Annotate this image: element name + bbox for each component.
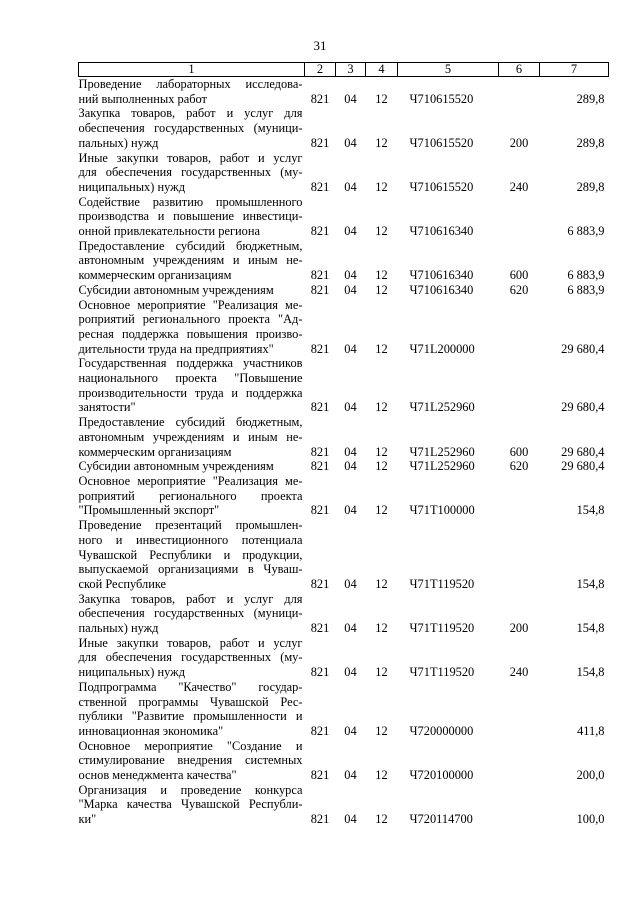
description-line: основ менеджмента качества" (78, 768, 237, 783)
description-line: Закупка товаров, работ и услуг для (78, 106, 303, 121)
subsection-code: 12 (375, 459, 388, 474)
budget-table (78, 62, 609, 827)
description-line: Подпрограмма "Качество" государ- (78, 679, 303, 694)
row-description (79, 636, 305, 680)
description-line: выпускаемой организациями в Чуваш- (78, 562, 303, 577)
description-line: ниципальных) нужд (78, 665, 186, 680)
section-code: 04 (344, 723, 357, 738)
description-line: ний выполненных работ (78, 91, 207, 106)
target-article-code: Ч71Т100000 (409, 503, 475, 518)
amount-value: 200,0 (576, 768, 605, 783)
target-article-code: Ч710616340 (409, 282, 474, 297)
row-description (79, 518, 305, 592)
row-description (79, 680, 305, 739)
expense-type-code: 200 (509, 621, 529, 636)
table-row (79, 77, 609, 107)
header-row (79, 63, 609, 77)
row-description (79, 77, 305, 107)
row-description (79, 415, 305, 459)
header-col-7: 7 (540, 63, 609, 77)
amount-value: 100,0 (576, 812, 605, 827)
subsection-code: 12 (375, 224, 388, 239)
description-line: автономным учреждениям и иным не- (78, 253, 303, 268)
row-description (79, 298, 305, 357)
description-line: пальных) нужд (78, 621, 159, 636)
expense-type-code (499, 77, 540, 107)
target-article-code: Ч710615520 (409, 91, 474, 106)
row-description (79, 195, 305, 239)
table-row (79, 151, 609, 195)
target-article-code: Ч71L200000 (409, 341, 475, 356)
description-line: Закупка товаров, работ и услуг для (78, 591, 303, 606)
section-code: 04 (344, 503, 357, 518)
row-description (79, 474, 305, 518)
section-code: 04 (344, 400, 357, 415)
row-description (79, 106, 305, 150)
subsection-code: 12 (375, 621, 388, 636)
ministry-code: 821 (310, 576, 330, 591)
target-article-code: Ч71Т119520 (409, 665, 475, 680)
ministry-code: 821 (310, 341, 330, 356)
header-col-2: 2 (305, 63, 336, 77)
header-col-3: 3 (336, 63, 366, 77)
amount-value: 154,8 (576, 665, 605, 680)
subsection-code: 12 (375, 135, 388, 150)
description-line: обеспечения государственных (муници- (78, 606, 303, 621)
ministry-code: 821 (310, 665, 330, 680)
row-description (79, 151, 305, 195)
description-line: производительности труда и поддержка (78, 385, 303, 400)
description-line: Содействие развитию промышленного (78, 194, 303, 209)
expense-type-code (499, 739, 540, 783)
amount-value: 289,8 (576, 91, 605, 106)
subsection-code: 12 (375, 400, 388, 415)
amount-value: 154,8 (576, 621, 605, 636)
section-code: 04 (344, 621, 357, 636)
target-article-code: Ч71Т119520 (409, 621, 475, 636)
ministry-code: 821 (310, 282, 330, 297)
subsection-code: 12 (375, 341, 388, 356)
description-line: Проведение лабораторных исследова- (78, 77, 303, 91)
target-article-code: Ч71L252960 (409, 400, 475, 415)
description-line: Чувашской Республики и продукции, (78, 547, 303, 562)
header-col-4: 4 (366, 63, 398, 77)
table-row (79, 356, 609, 415)
section-code: 04 (344, 179, 357, 194)
description-line: "Марка качества Чувашской Республи- (78, 797, 303, 812)
description-line: ской Республике (78, 576, 167, 591)
table-row (79, 283, 609, 298)
description-line: Субсидии автономным учреждениям (78, 282, 274, 297)
section-code: 04 (344, 135, 357, 150)
description-line: Иные закупки товаров, работ и услуг (78, 150, 303, 165)
target-article-code: Ч710616340 (409, 224, 474, 239)
expense-type-code (499, 783, 540, 827)
ministry-code: 821 (310, 459, 330, 474)
expense-type-code: 240 (509, 665, 529, 680)
target-article-code: Ч720000000 (409, 723, 474, 738)
expense-type-code (499, 474, 540, 518)
amount-value: 29 680,4 (561, 459, 605, 474)
table-row (79, 106, 609, 150)
description-line: дительности труда на предприятиях" (78, 341, 274, 356)
table-row (79, 739, 609, 783)
header-col-6: 6 (499, 63, 540, 77)
amount-value: 154,8 (576, 576, 605, 591)
table-row (79, 636, 609, 680)
description-line: инновационная экономика" (78, 723, 224, 738)
target-article-code: Ч720100000 (409, 768, 474, 783)
target-article-code: Ч71L252960 (409, 444, 475, 459)
subsection-code: 12 (375, 576, 388, 591)
section-code: 04 (344, 224, 357, 239)
subsection-code: 12 (375, 444, 388, 459)
subsection-code: 12 (375, 91, 388, 106)
ministry-code: 821 (310, 768, 330, 783)
amount-value: 289,8 (576, 135, 605, 150)
header-col-5: 5 (398, 63, 499, 77)
expense-type-code (499, 356, 540, 415)
row-description (79, 239, 305, 283)
subsection-code: 12 (375, 812, 388, 827)
target-article-code: Ч71Т119520 (409, 576, 475, 591)
description-line: для обеспечения государственных (му- (78, 165, 303, 180)
description-line: роприятий регионального проекта (78, 488, 303, 503)
target-article-code: Ч720114700 (409, 812, 473, 827)
description-line: стимулирование внедрения системных (78, 753, 303, 768)
description-line: роприятий регионального проекта "Ад- (78, 312, 303, 327)
ministry-code: 821 (310, 400, 330, 415)
target-article-code: Ч710615520 (409, 135, 474, 150)
description-line: коммерческим организациям (78, 444, 232, 459)
table-row (79, 474, 609, 518)
expense-type-code (499, 195, 540, 239)
section-code: 04 (344, 812, 357, 827)
ministry-code: 821 (310, 268, 330, 283)
ministry-code: 821 (310, 621, 330, 636)
description-line: для обеспечения государственных (му- (78, 650, 303, 665)
row-description (79, 283, 305, 298)
ministry-code: 821 (310, 503, 330, 518)
description-line: ного и инвестиционного потенциала (78, 532, 303, 547)
section-code: 04 (344, 459, 357, 474)
section-code: 04 (344, 282, 357, 297)
amount-value: 6 883,9 (567, 282, 605, 297)
expense-type-code: 620 (509, 459, 529, 474)
amount-value: 6 883,9 (567, 268, 605, 283)
table-row (79, 680, 609, 739)
row-description (79, 739, 305, 783)
row-description (79, 356, 305, 415)
table-row (79, 783, 609, 827)
expense-type-code (499, 298, 540, 357)
amount-value: 29 680,4 (561, 444, 605, 459)
table-row (79, 518, 609, 592)
description-line: публики "Развитие промышленности и (78, 709, 303, 724)
subsection-code: 12 (375, 768, 388, 783)
amount-value: 29 680,4 (561, 341, 605, 356)
row-description (79, 592, 305, 636)
section-code: 04 (344, 665, 357, 680)
ministry-code: 821 (310, 224, 330, 239)
ministry-code: 821 (310, 135, 330, 150)
subsection-code: 12 (375, 179, 388, 194)
description-line: производства и повышение инвестици- (78, 209, 303, 224)
ministry-code: 821 (310, 179, 330, 194)
section-code: 04 (344, 341, 357, 356)
expense-type-code: 200 (509, 135, 529, 150)
description-line: онной привлекательности региона (78, 224, 260, 239)
description-line: обеспечения государственных (муници- (78, 121, 303, 136)
target-article-code: Ч710615520 (409, 179, 474, 194)
ministry-code: 821 (310, 91, 330, 106)
expense-type-code: 600 (509, 268, 529, 283)
row-description (79, 783, 305, 827)
table-body (79, 77, 609, 827)
table-row (79, 415, 609, 459)
expense-type-code: 240 (509, 179, 529, 194)
page-number: 31 (313, 38, 327, 53)
description-line: коммерческим организациям (78, 268, 232, 283)
description-line: автономным учреждениям и иным не- (78, 429, 303, 444)
description-line: Организация и проведение конкурса (78, 782, 303, 797)
section-code: 04 (344, 576, 357, 591)
description-line: занятости" (78, 400, 136, 415)
expense-type-code (499, 518, 540, 592)
ministry-code: 821 (310, 723, 330, 738)
amount-value: 29 680,4 (561, 400, 605, 415)
description-line: пальных) нужд (78, 135, 159, 150)
subsection-code: 12 (375, 665, 388, 680)
amount-value: 154,8 (576, 503, 605, 518)
target-article-code: Ч710616340 (409, 268, 474, 283)
target-article-code: Ч71L252960 (409, 459, 475, 474)
header-col-1: 1 (79, 63, 305, 77)
expense-type-code: 620 (509, 282, 529, 297)
ministry-code: 821 (310, 812, 330, 827)
table-row (79, 298, 609, 357)
description-line: Предоставление субсидий бюджетным, (78, 415, 303, 430)
description-line: Предоставление субсидий бюджетным, (78, 238, 303, 253)
description-line: Субсидии автономным учреждениям (78, 459, 274, 474)
description-line: Основное мероприятие "Реализация ме- (78, 297, 303, 312)
description-line: ки" (78, 812, 97, 827)
section-code: 04 (344, 444, 357, 459)
description-line: Иные закупки товаров, работ и услуг (78, 635, 303, 650)
description-line: Основное мероприятие "Реализация ме- (78, 473, 303, 488)
subsection-code: 12 (375, 503, 388, 518)
section-code: 04 (344, 268, 357, 283)
description-line: Основное мероприятие "Создание и (78, 738, 303, 753)
amount-value: 6 883,9 (567, 224, 605, 239)
section-code: 04 (344, 768, 357, 783)
description-line: ственной программы Чувашской Рес- (78, 694, 303, 709)
table-row (79, 592, 609, 636)
section-code: 04 (344, 91, 357, 106)
description-line: Государственная поддержка участников (78, 356, 303, 371)
table-row (79, 459, 609, 474)
subsection-code: 12 (375, 723, 388, 738)
description-line: ресная поддержка повышения произво- (78, 326, 303, 341)
description-line: национального проекта "Повышение (78, 371, 303, 386)
row-description (79, 459, 305, 474)
expense-type-code (499, 680, 540, 739)
table-row (79, 195, 609, 239)
ministry-code: 821 (310, 444, 330, 459)
amount-value: 411,8 (577, 723, 605, 738)
expense-type-code: 600 (509, 444, 529, 459)
subsection-code: 12 (375, 282, 388, 297)
amount-value: 289,8 (576, 179, 605, 194)
subsection-code: 12 (375, 268, 388, 283)
description-line: ниципальных) нужд (78, 179, 186, 194)
description-line: Проведение презентаций промышлен- (78, 518, 303, 533)
description-line: "Промышленный экспорт" (78, 503, 220, 518)
table-row (79, 239, 609, 283)
